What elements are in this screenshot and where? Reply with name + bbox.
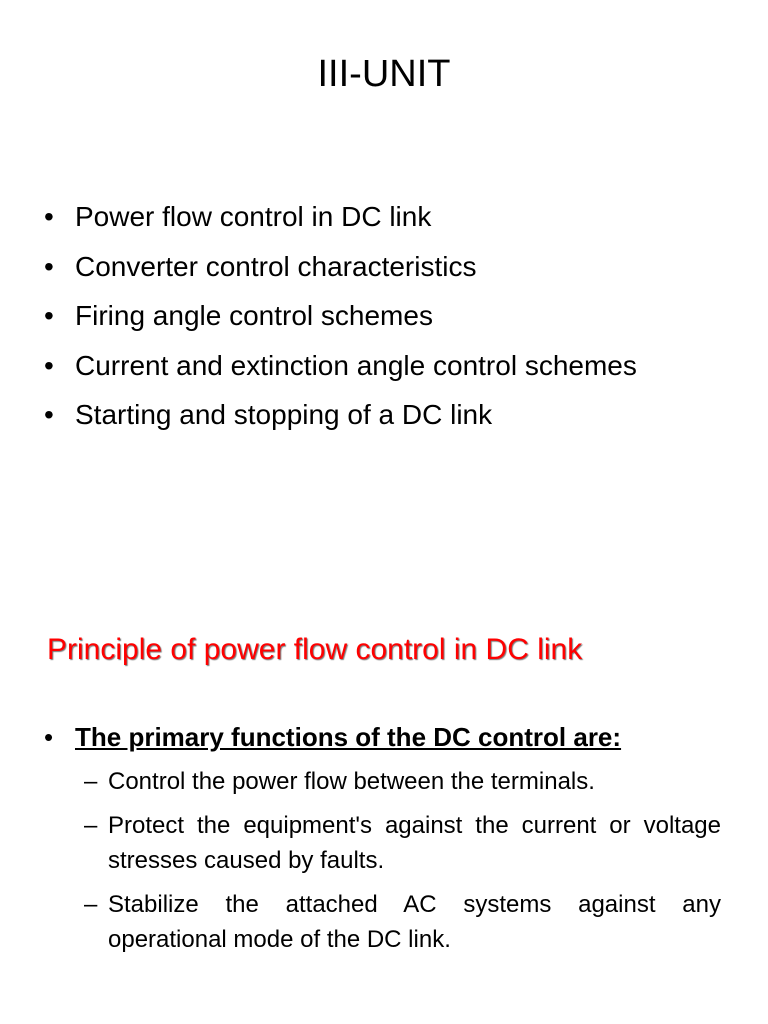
function-item	[84, 808, 721, 878]
topic-list	[44, 192, 744, 440]
bullet-icon: •	[44, 250, 54, 282]
function-text: Stabilize the attached AC systems against any operational mode of the DC link.	[108, 891, 721, 953]
topic-item	[44, 242, 744, 292]
topic-text: Converter control characteristics	[75, 250, 477, 282]
topic-item	[44, 192, 744, 242]
topic-item	[44, 341, 744, 391]
bullet-icon: •	[44, 300, 54, 331]
bullet-icon: •	[44, 722, 54, 752]
topic-text: Current and extinction angle control schemes	[75, 349, 637, 381]
topic-text: Firing angle control schemes	[75, 300, 433, 331]
primary-bullet	[44, 718, 734, 756]
function-text: Control the power flow between the terminals.	[108, 768, 595, 795]
dash-icon: –	[84, 891, 98, 918]
function-list	[84, 764, 721, 966]
bullet-icon: •	[44, 201, 54, 232]
dash-icon: –	[84, 768, 98, 795]
section-heading: Principle of power flow control in DC link	[47, 633, 583, 666]
topic-item	[44, 390, 744, 440]
primary-bullet-text: The primary functions of the DC control are:	[75, 722, 622, 752]
bullet-icon: •	[44, 349, 54, 381]
function-text: Protect the equipment's against the current or voltage stresses caused by faults.	[108, 812, 721, 874]
topic-item	[44, 291, 744, 341]
function-item	[84, 887, 721, 957]
slide-title: III-UNIT	[317, 53, 451, 95]
function-item	[84, 764, 721, 799]
topic-text: Power flow control in DC link	[75, 201, 432, 232]
bullet-icon: •	[44, 399, 54, 430]
dash-icon: –	[84, 812, 98, 839]
topic-text: Starting and stopping of a DC link	[75, 399, 493, 430]
